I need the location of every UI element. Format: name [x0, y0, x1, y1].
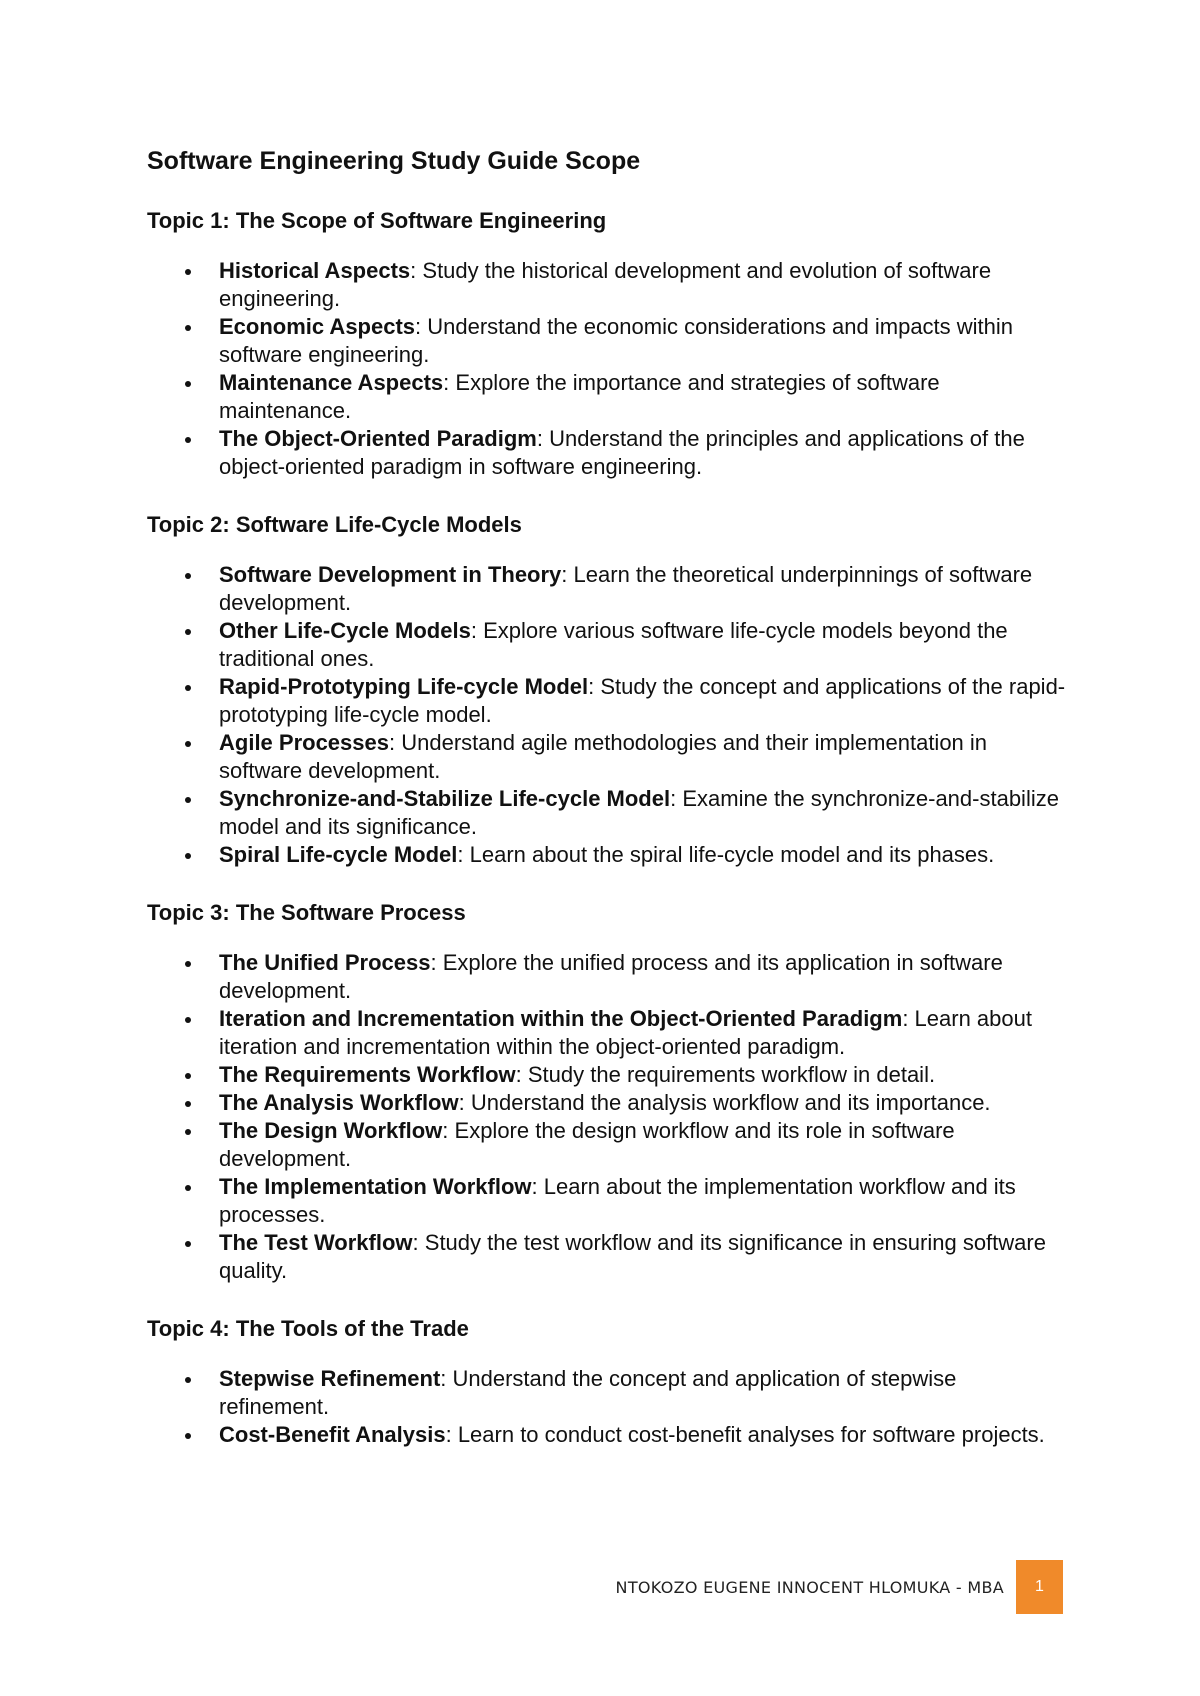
item-separator: :	[536, 426, 550, 451]
item-title: The Object-Oriented Paradigm	[219, 426, 537, 451]
bullet-icon	[185, 1073, 191, 1079]
list-item	[147, 561, 1067, 617]
list-item	[147, 313, 1067, 369]
item-separator: :	[470, 618, 484, 643]
item-title: Historical Aspects	[219, 258, 411, 283]
item-description: Examine the synchronize-and-stabilize model and its significance.	[219, 786, 1059, 839]
item-separator: :	[458, 1090, 471, 1115]
item-description: Explore the unified process and its application in software development.	[219, 950, 1003, 1003]
item-title: The Test Workflow	[219, 1230, 413, 1255]
item-separator: :	[445, 1422, 458, 1447]
item-title: Agile Processes	[219, 730, 389, 755]
bullet-icon	[185, 1101, 191, 1107]
item-separator: :	[412, 1230, 425, 1255]
bullet-icon	[185, 853, 191, 859]
item-description: Study the test workflow and its significance in ensuring software quality.	[219, 1230, 1046, 1283]
item-title: The Requirements Workflow	[219, 1062, 516, 1087]
item-description: Understand the economic considerations and impacts within software engineering.	[219, 314, 1014, 367]
list-item	[147, 673, 1067, 729]
topic-heading: Topic 2: Software Life-Cycle Models	[147, 512, 522, 537]
bullet-list	[147, 1365, 1067, 1449]
list-item	[147, 729, 1067, 785]
item-separator: :	[443, 370, 456, 395]
item-separator: :	[442, 1118, 455, 1143]
item-separator: :	[415, 314, 428, 339]
item-description: Learn about the implementation workflow and its processes.	[219, 1174, 1016, 1227]
list-item	[147, 1365, 1067, 1421]
bullet-icon	[185, 381, 191, 387]
item-title: Economic Aspects	[219, 314, 416, 339]
topic-section	[147, 207, 1067, 481]
list-item	[147, 369, 1067, 425]
bullet-icon	[185, 741, 191, 747]
bullet-icon	[185, 1129, 191, 1135]
bullet-list	[147, 561, 1067, 869]
item-title: The Unified Process	[219, 950, 431, 975]
item-description: Learn about the spiral life-cycle model and its phases.	[469, 842, 995, 867]
item-title: Spiral Life-cycle Model	[219, 842, 458, 867]
page-footer	[616, 1560, 1063, 1614]
document-title: Software Engineering Study Guide Scope	[147, 147, 641, 175]
item-title: The Analysis Workflow	[219, 1090, 459, 1115]
list-item	[147, 949, 1067, 1005]
item-title: Maintenance Aspects	[219, 370, 444, 395]
topic-heading: Topic 1: The Scope of Software Engineering	[147, 208, 607, 233]
footer-author: NTOKOZO EUGENE INNOCENT HLOMUKA - MBA	[615, 1577, 1004, 1597]
item-description: Understand the principles and applications of the object-oriented paradigm in software engineering.	[219, 426, 1025, 479]
list-item	[147, 1005, 1067, 1061]
list-item	[147, 1089, 1067, 1117]
item-title: The Design Workflow	[219, 1118, 443, 1143]
topic-section	[147, 511, 1067, 869]
bullet-list	[147, 257, 1067, 481]
item-title: Software Development in Theory	[219, 562, 562, 587]
bullet-icon	[185, 437, 191, 443]
item-description: Explore various software life-cycle models beyond the traditional ones.	[219, 618, 1008, 671]
item-description: Study the historical development and evolution of software engineering.	[219, 258, 992, 311]
item-description: Learn about iteration and incrementation within the object-oriented paradigm.	[219, 1006, 1032, 1059]
item-description: Explore the design workflow and its role in software development.	[219, 1118, 955, 1171]
bullet-icon	[185, 1241, 191, 1247]
item-title: Rapid-Prototyping Life-cycle Model	[219, 674, 589, 699]
item-separator: :	[430, 950, 443, 975]
item-title: Iteration and Incrementation within the Object-Oriented Paradigm	[219, 1006, 903, 1031]
item-description: Understand the concept and application of stepwise refinement.	[219, 1366, 957, 1419]
item-title: The Implementation Workflow	[219, 1174, 532, 1199]
item-separator: :	[388, 730, 402, 755]
bullet-icon	[185, 1185, 191, 1191]
item-separator: :	[457, 842, 470, 867]
bullet-icon	[185, 629, 191, 635]
topic-section	[147, 1315, 1067, 1449]
item-separator: :	[531, 1174, 544, 1199]
item-title: Other Life-Cycle Models	[219, 618, 471, 643]
topic-section	[147, 899, 1067, 1285]
item-title: Cost-Benefit Analysis	[219, 1422, 446, 1447]
item-title: Synchronize-and-Stabilize Life-cycle Model	[219, 786, 671, 811]
topic-heading: Topic 4: The Tools of the Trade	[147, 1316, 469, 1341]
list-item	[147, 1061, 1067, 1089]
bullet-icon	[185, 685, 191, 691]
list-item	[147, 1117, 1067, 1173]
list-item	[147, 841, 1067, 869]
list-item	[147, 1421, 1067, 1449]
list-item	[147, 425, 1067, 481]
item-separator: :	[440, 1366, 453, 1391]
bullet-icon	[185, 961, 191, 967]
bullet-icon	[185, 1017, 191, 1023]
item-description: Learn the theoretical underpinnings of software development.	[219, 562, 1033, 615]
bullet-icon	[185, 1377, 191, 1383]
item-separator: :	[515, 1062, 528, 1087]
list-item	[147, 1173, 1067, 1229]
list-item	[147, 257, 1067, 313]
list-item	[147, 617, 1067, 673]
item-description: Understand agile methodologies and their implementation in software development.	[219, 730, 988, 783]
item-separator: :	[561, 562, 574, 587]
bullet-icon	[185, 573, 191, 579]
item-description: Understand the analysis workflow and its importance.	[470, 1090, 991, 1115]
item-description: Study the concept and applications of the rapid-prototyping life-cycle model.	[219, 674, 1066, 727]
item-title: Stepwise Refinement	[219, 1366, 441, 1391]
bullet-icon	[185, 269, 191, 275]
document-page	[147, 145, 1067, 1479]
item-separator: :	[588, 674, 601, 699]
item-description: Explore the importance and strategies of software maintenance.	[219, 370, 940, 423]
topic-heading: Topic 3: The Software Process	[147, 900, 466, 925]
topics-container	[147, 207, 1067, 1449]
item-separator: :	[670, 786, 683, 811]
bullet-icon	[185, 797, 191, 803]
item-description: Study the requirements workflow in detail.	[527, 1062, 936, 1087]
bullet-icon	[185, 325, 191, 331]
item-separator: :	[410, 258, 423, 283]
list-item	[147, 1229, 1067, 1285]
item-description: Learn to conduct cost-benefit analyses for software projects.	[457, 1422, 1045, 1447]
item-separator: :	[902, 1006, 915, 1031]
bullet-icon	[185, 1433, 191, 1439]
bullet-list	[147, 949, 1067, 1285]
list-item	[147, 785, 1067, 841]
page-number-badge: 1	[1016, 1560, 1063, 1614]
